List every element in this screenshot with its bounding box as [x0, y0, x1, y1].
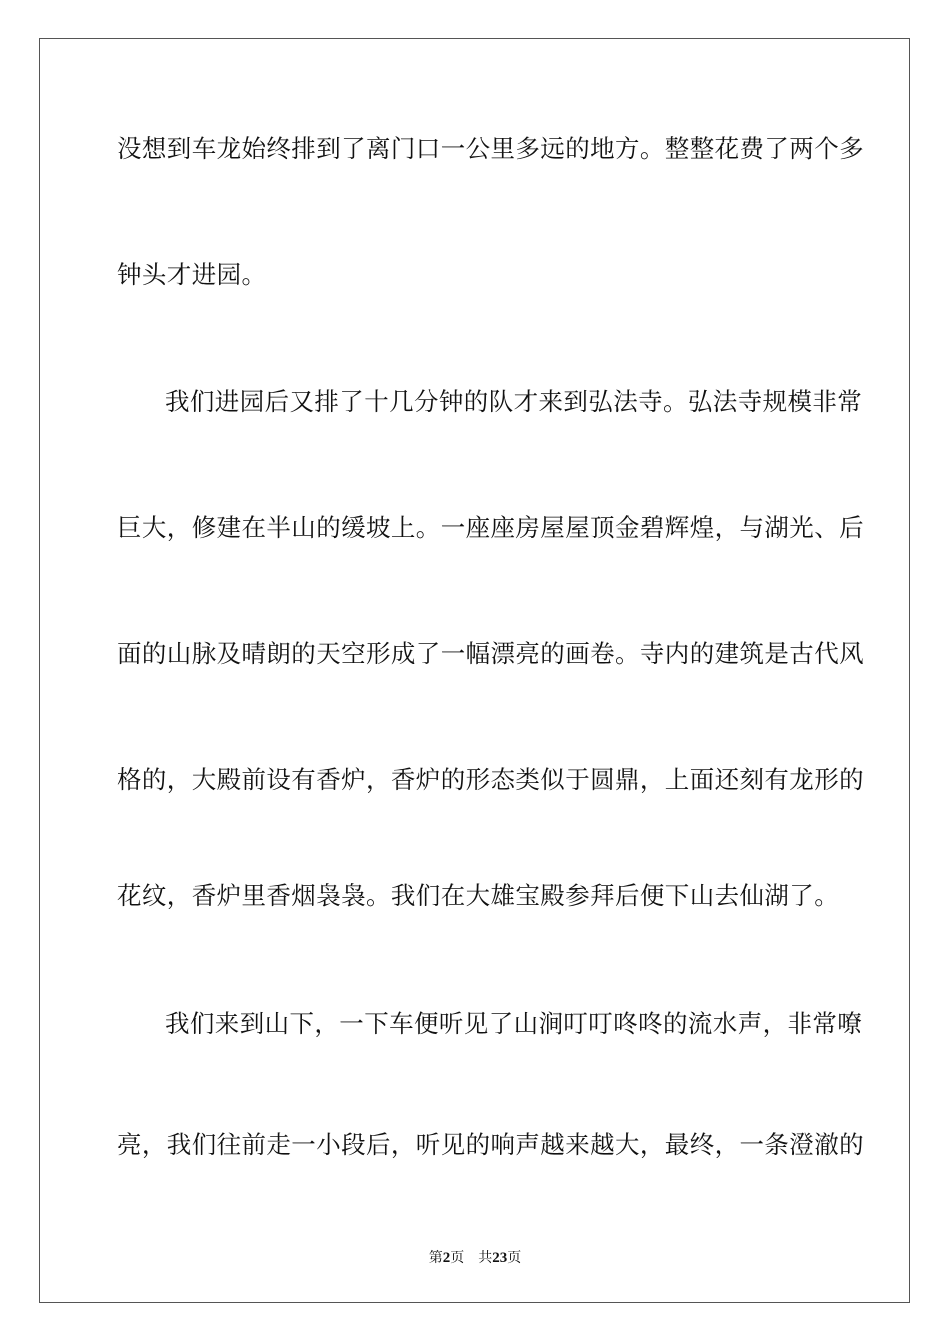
body-line-4: 巨大，修建在半山的缓坡上。一座座房屋屋顶金碧辉煌，与湖光、后 [117, 513, 864, 542]
body-line-2: 钟头才进园。 [117, 260, 267, 289]
body-line-1: 没想到车龙始终排到了离门口一公里多远的地方。整整花费了两个多 [117, 134, 864, 163]
page-footer [0, 1248, 950, 1268]
body-line-7: 花纹，香炉里香烟袅袅。我们在大雄宝殿参拜后便下山去仙湖了。 [117, 881, 840, 910]
body-line-6: 格的，大殿前设有香炉，香炉的形态类似于圆鼎，上面还刻有龙形的 [117, 765, 864, 794]
footer-page-current: 2 [442, 1250, 451, 1266]
footer-page-suffix: 页 [450, 1250, 465, 1266]
footer-total-suffix: 页 [507, 1250, 522, 1266]
footer-page-prefix: 第 [428, 1250, 443, 1266]
footer-page-total: 23 [492, 1250, 508, 1266]
body-line-5: 面的山脉及晴朗的天空形成了一幅漂亮的画卷。寺内的建筑是古代风 [117, 639, 864, 668]
body-line-9: 亮，我们往前走一小段后，听见的响声越来越大，最终，一条澄澈的 [117, 1130, 864, 1159]
body-line-3: 我们进园后又排了十几分钟的队才来到弘法寺。弘法寺规模非常 [165, 387, 863, 416]
footer-total-prefix: 共 [478, 1250, 493, 1266]
body-line-8: 我们来到山下，一下车便听见了山涧叮叮咚咚的流水声，非常嘹 [165, 1009, 863, 1038]
